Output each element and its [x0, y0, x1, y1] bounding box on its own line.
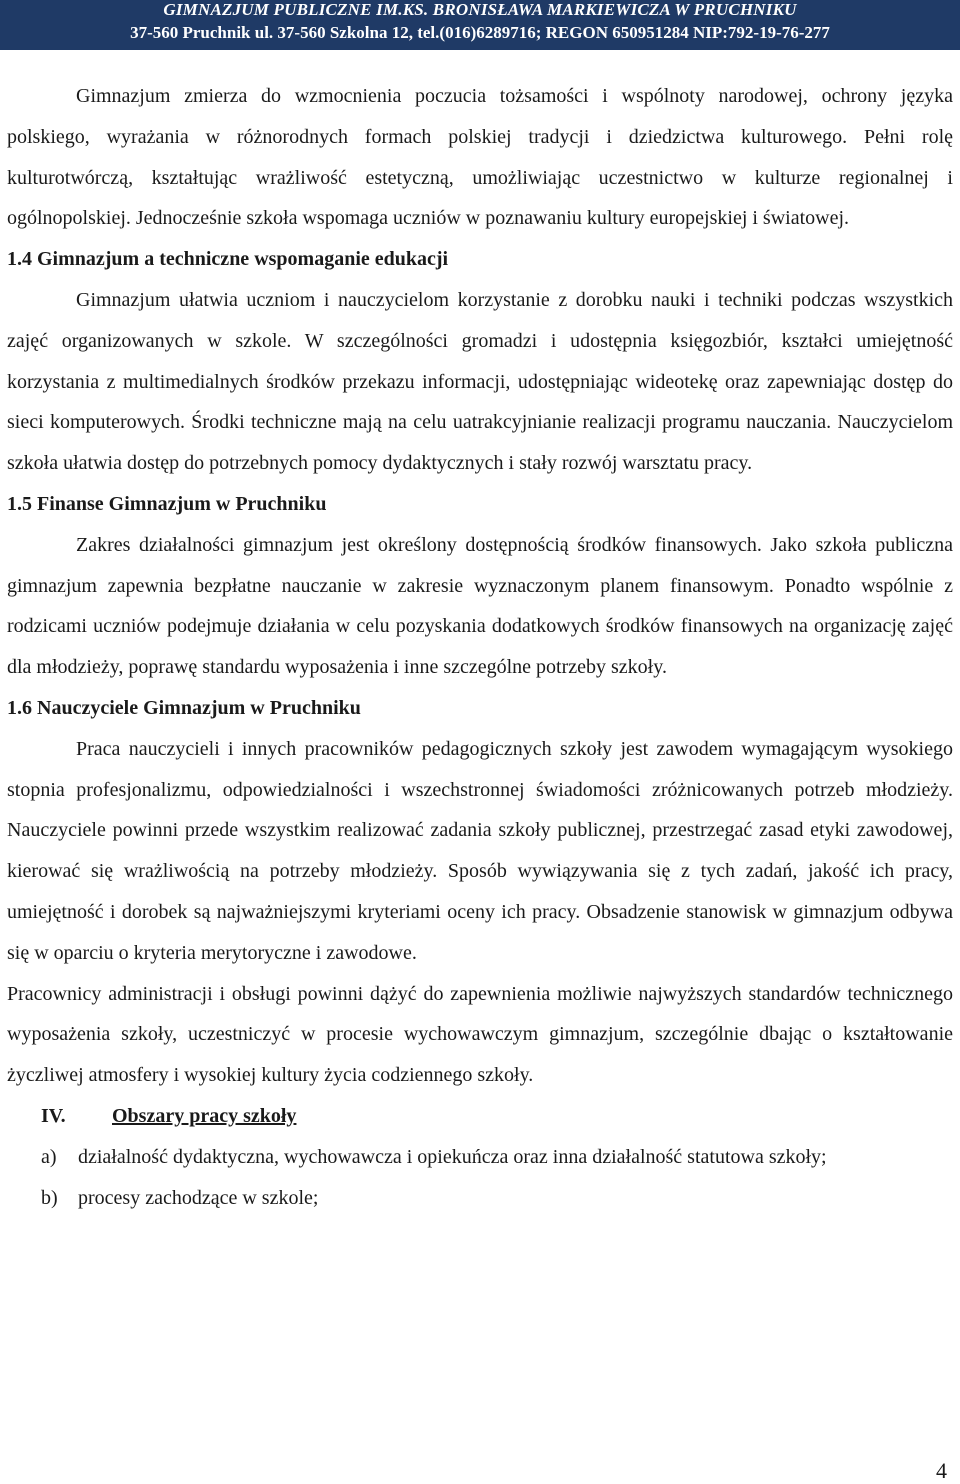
- section-heading: [7, 1096, 953, 1137]
- list-item: [7, 1178, 953, 1219]
- list-marker: b): [41, 1186, 58, 1209]
- document-header: [0, 0, 960, 50]
- list-item-text: procesy zachodzące w szkole;: [78, 1186, 319, 1209]
- paragraph-culture: Gimnazjum zmierza do wzmocnienia poczucia tożsamości i wspólnoty narodowej, ochrony języka polskiego, wyrażania w różnorodnych formach polskiej tradycji i dziedzictwa kulturowego. Pełni rolę kulturotwórczą, kształtując wrażliwość estetyczną, umożliwiając uczestnictwo w kulturze regionalnej i ogólnopolskiej. Jednocześnie szkoła wspomaga uczniów w poznawaniu kultury europejskiej i światowej.: [7, 85, 953, 230]
- paragraph-finance: Zakres działalności gimnazjum jest określony dostępnością środków finansowych. Jako szkoła publiczna gimnazjum zapewnia bezpłatne nauczanie w zakresie wyznaczonym planem finansowym. Ponadto wspólnie z rodzicami uczniów podejmuje działania w celu pozyskania dodatkowych środków finansowych na organizację zajęć dla młodzieży, poprawę standardu wyposażenia i inne szczególne potrzeby szkoły.: [7, 533, 953, 679]
- heading-1-6: 1.6 Nauczyciele Gimnazjum w Pruchniku: [7, 696, 361, 719]
- list-item: [7, 1137, 953, 1178]
- paragraph-teachers: Praca nauczycieli i innych pracowników pedagogicznych szkoły jest zawodem wymagającym wysokiego stopnia profesjonalizmu, odpowiedzialności i wszechstronnej świadomości zróżnicowanych potrzeb młodzieży. Nauczyciele powinni przede wszystkim realizować zadania szkoły publicznej, przestrzegać zasad etyki zawodowej, kierować się wrażliwością na potrzeby młodzieży. Sposób wywiązywania się z tych zadań, jakość ich pracy, umiejętność i dorobek są najważniejszymi kryteriami oceny ich pracy. Obsadzenie stanowisk w gimnazjum odbywa się w oparciu o kryteria merytoryczne i zawodowe.: [7, 737, 953, 964]
- document-body: [7, 76, 953, 1218]
- page-number: 4: [936, 1458, 947, 1483]
- section-title: Obszary pracy szkoły: [112, 1104, 297, 1127]
- list-marker: a): [41, 1145, 57, 1168]
- paragraph-staff: Pracownicy administracji i obsługi powinni dążyć do zapewnienia możliwie najwyższych standardów technicznego wyposażenia szkoły, uczestniczyć w procesie wychowawczym gimnazjum, szczególnie dbając o kształtowanie życzliwej atmosfery i wysokiej kultury życia codziennego szkoły.: [7, 982, 953, 1087]
- section-number: IV.: [41, 1104, 66, 1127]
- list-item-text: działalność dydaktyczna, wychowawcza i opiekuńcza oraz inna działalność statutowa szkoły;: [78, 1145, 827, 1168]
- heading-1-5: 1.5 Finanse Gimnazjum w Pruchniku: [7, 492, 327, 515]
- school-address: 37-560 Pruchnik ul. 37-560 Szkolna 12, tel.(016)6289716; REGON 650951284 NIP:792-19-76-277: [130, 23, 830, 42]
- school-name: GIMNAZJUM PUBLICZNE IM.KS. BRONISŁAWA MARKIEWICZA W PRUCHNIKU: [163, 0, 797, 19]
- paragraph-technical-support: Gimnazjum ułatwia uczniom i nauczycielom korzystanie z dorobku nauki i techniki podczas wszystkich zajęć organizowanych w szkole. W szczególności gromadzi i udostępnia księgozbiór, kształci umiejętność korzystania z multimedialnych środków przekazu informacji, udostępniając wideotekę oraz zapewniając dostęp do sieci komputerowych. Środki techniczne mają na celu uatrakcyjnianie realizacji programu nauczania. Nauczycielom szkoła ułatwia dostęp do potrzebnych pomocy dydaktycznych i stały rozwój warsztatu pracy.: [7, 288, 953, 475]
- heading-1-4: 1.4 Gimnazjum a techniczne wspomaganie edukacji: [7, 248, 449, 271]
